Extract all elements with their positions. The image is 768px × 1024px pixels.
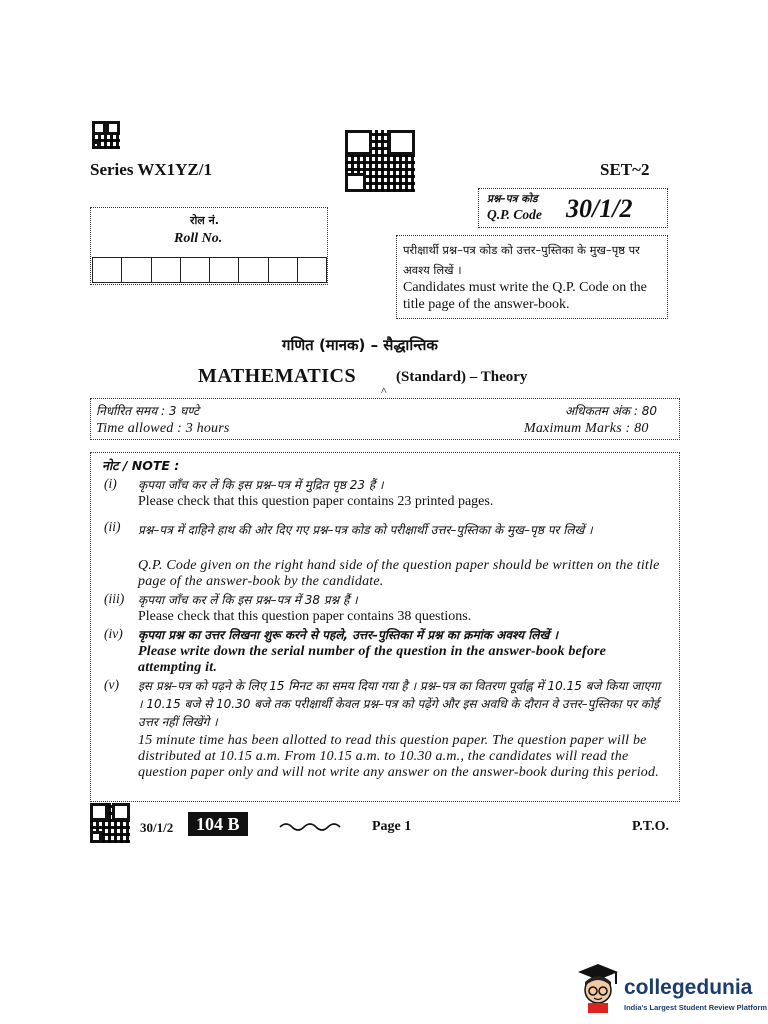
qp-code-label: Q.P. Code (487, 207, 542, 222)
note-heading: नोट / NOTE : (102, 458, 180, 473)
pto-label: P.T.O. (632, 819, 669, 834)
note-item-number: (v) (104, 677, 119, 692)
note-item-english: Q.P. Code given on the right hand side of the question paper should be written on the title page of the answer-book by the candidate. (138, 558, 660, 589)
note-item-hindi: इस प्रश्न–पत्र को पढ़ने के लिए 15 मिनट का समय दिया गया है । प्रश्न–पत्र का वितरण पूर्वाह्न में 10.15 बजे किया जाएगा । 10.15 बजे से 10.30 बजे तक परीक्षार्थी केवल प्रश्न–पत्र को पढ़ेंगे और इस अवधि के दौरान वे उत्तर–पुस्तिका पर कोई उत्तर नहीं लिखेंगे । (138, 679, 660, 729)
center-qr-code-icon (345, 130, 415, 192)
candidate-note-english: Candidates must write the Q.P. Code on the title page of the answer-book. (403, 280, 647, 312)
watermark-tagline: India's Largest Student Review Platform (624, 1003, 768, 1012)
note-item-number: (i) (104, 476, 117, 491)
roll-number-cells[interactable] (92, 257, 327, 283)
footer-barcode-icon (90, 803, 130, 843)
candidate-note-hindi: परीक्षार्थी प्रश्न–पत्र कोड को उत्तर–पुस्तिका के मुख–पृष्ठ पर अवश्य लिखें । (403, 243, 640, 277)
series-label: Series WX1YZ/1 (90, 160, 212, 179)
note-item-hindi: कृपया जाँच कर लें कि इस प्रश्न–पत्र में 38 प्रश्न हैं । (138, 593, 358, 607)
set-label: SET~2 (600, 160, 650, 179)
page-number: Page 1 (372, 819, 412, 834)
subject-title-sub: (Standard) – Theory (396, 369, 528, 385)
note-item-number: (ii) (104, 519, 121, 534)
note-item-english: Please check that this question paper contains 23 printed pages. (138, 494, 494, 509)
note-item-english: Please check that this question paper contains 38 questions. (138, 609, 472, 624)
small-qr-code-icon (92, 121, 120, 149)
note-item-hindi: कृपया प्रश्न का उत्तर लिखना शुरू करने से पहले, उत्तर–पुस्तिका में प्रश्न का क्रमांक अवश्य लिखें । (138, 628, 559, 642)
note-item-english: Please write down the serial number of the question in the answer-book before attempting it. (138, 644, 607, 675)
note-item-english: 15 minute time has been allotted to read this question paper. The question paper will be distributed at 10.15 a.m. From 10.15 a.m. to 10.30 a.m., the candidates will read the question paper only and will not write any answer on the answer-book during this period. (138, 733, 659, 780)
qp-code-value: 30/1/2 (566, 194, 633, 223)
subject-title-main: MATHEMATICS (198, 365, 357, 387)
note-item-number: (iv) (104, 626, 123, 641)
subject-title-hindi: गणित (मानक) – सैद्धान्तिक (282, 336, 438, 354)
caret-mark: ^ (381, 384, 387, 398)
footer-badge: 104 B (188, 812, 248, 836)
qp-code-label-hindi: प्रश्न–पत्र कोड (487, 193, 538, 205)
roll-no-label-hindi: रोल नं. (190, 214, 219, 227)
footer-code: 30/1/2 (140, 820, 174, 835)
watermark-brand: collegedunia (624, 976, 753, 999)
max-marks-hindi: अधिकतम अंक : 80 (565, 404, 658, 418)
note-item-hindi: प्रश्न–पत्र में दाहिने हाथ की ओर दिए गए प्रश्न–पत्र कोड को परीक्षार्थी उत्तर–पुस्तिका के मुख–पृष्ठ पर लिखें । (138, 523, 593, 537)
wave-ornament-icon (278, 819, 346, 831)
note-item-hindi: कृपया जाँच कर लें कि इस प्रश्न–पत्र में मुद्रित पृष्ठ 23 हैं । (138, 478, 384, 492)
max-marks: Maximum Marks : 80 (524, 421, 649, 436)
time-allowed: Time allowed : 3 hours (96, 421, 230, 436)
note-item-number: (iii) (104, 591, 125, 606)
roll-no-label: Roll No. (174, 231, 223, 246)
time-allowed-hindi: निर्धारित समय : 3 घण्टे (96, 404, 200, 418)
student-mascot-logo-icon (572, 962, 622, 1014)
